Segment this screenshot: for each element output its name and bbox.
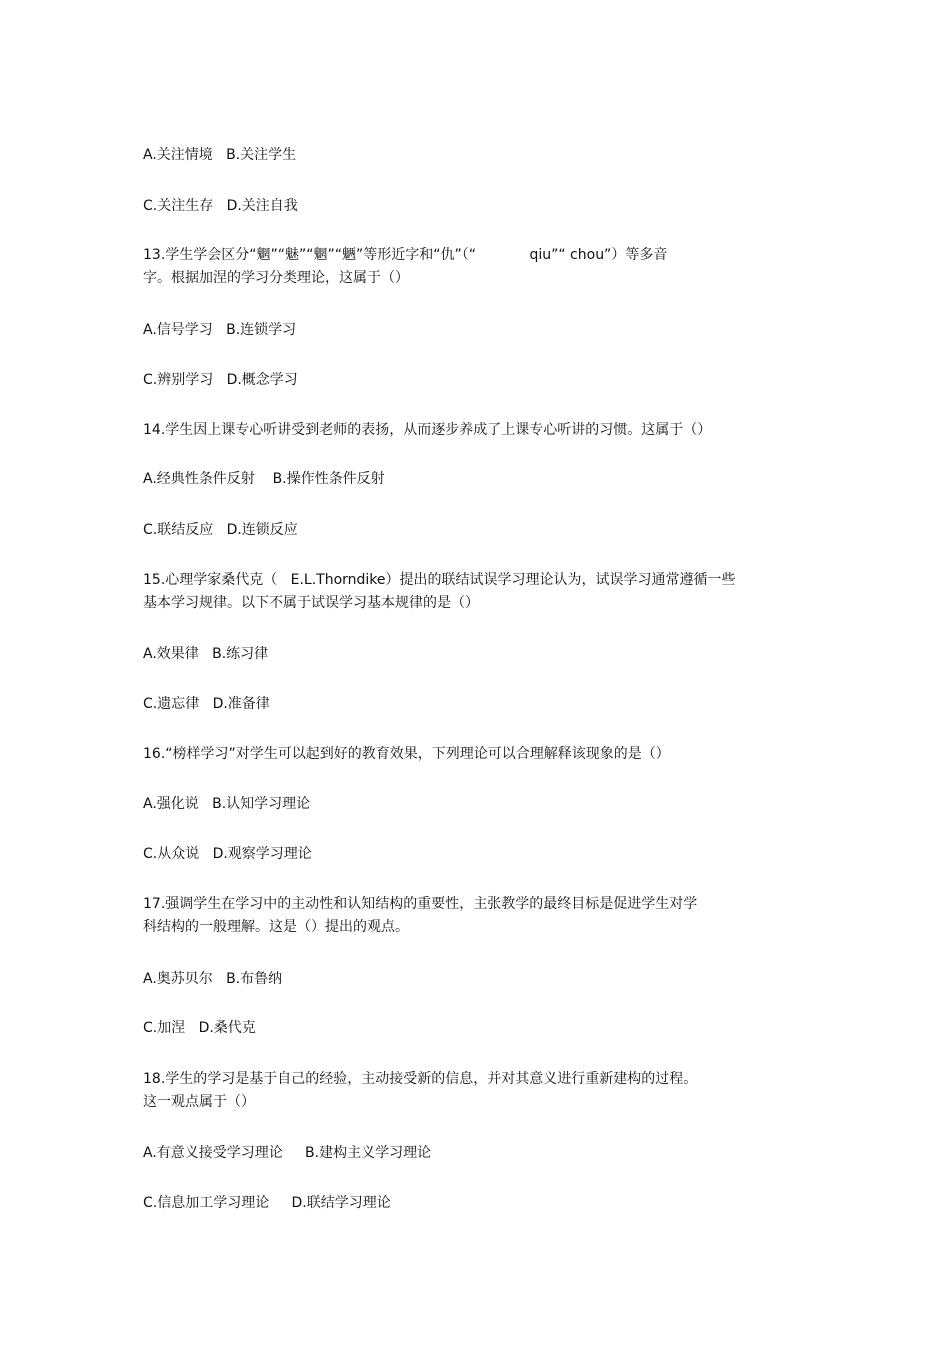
q13-options-cd: C.辨别学习 D.概念学习 xyxy=(143,372,298,388)
q13-stem-line2: 字。根据加涅的学习分类理论，这属于（） xyxy=(143,270,409,286)
q12-options-ab: A.关注情境 B.关注学生 xyxy=(143,147,297,163)
q16-options-ab: A.强化说 B.认知学习理论 xyxy=(143,796,311,812)
q13-options-ab: A.信号学习 B.连锁学习 xyxy=(143,322,297,338)
q14-stem: 14.学生因上课专心听讲受到老师的表扬，从而逐步养成了上课专心听讲的习惯。这属于（） xyxy=(143,422,712,438)
q13-stem-line1: 13.学生学会区分“魍”“魅”“魍”“魉”等形近字和“仇”（“ qiu”“ chou”）等多音 xyxy=(143,247,668,263)
q14-options-ab: A.经典性条件反射 B.操作性条件反射 xyxy=(143,471,385,487)
q18-options-ab: A.有意义接受学习理论 B.建构主义学习理论 xyxy=(143,1145,432,1161)
q15-options-ab: A.效果律 B.练习律 xyxy=(143,646,269,662)
q12-options-cd: C.关注生存 D.关注自我 xyxy=(143,198,298,214)
q16-options-cd: C.从众说 D.观察学习理论 xyxy=(143,846,312,862)
q15-options-cd: C.遗忘律 D.准备律 xyxy=(143,696,270,712)
q17-options-cd: C.加涅 D.桑代克 xyxy=(143,1020,256,1036)
q15-stem-line2: 基本学习规律。以下不属于试误学习基本规律的是（） xyxy=(143,595,479,611)
q18-stem-line2: 这一观点属于（） xyxy=(143,1094,255,1110)
q18-options-cd: C.信息加工学习理论 D.联结学习理论 xyxy=(143,1195,391,1211)
q14-options-cd: C.联结反应 D.连锁反应 xyxy=(143,522,298,538)
q15-stem-line1: 15.心理学家桑代克（ E.L.Thorndike）提出的联结试误学习理论认为，试误学习通常遵循一些 xyxy=(143,572,736,588)
q16-stem: 16.“榜样学习”对学生可以起到好的教育效果，下列理论可以合理解释该现象的是（） xyxy=(143,746,670,762)
q17-stem-line1: 17.强调学生在学习中的主动性和认知结构的重要性，主张教学的最终目标是促进学生对学 xyxy=(143,896,698,912)
q17-options-ab: A.奥苏贝尔 B.布鲁纳 xyxy=(143,971,283,987)
q18-stem-line1: 18.学生的学习是基于自己的经验，主动接受新的信息，并对其意义进行重新建构的过程。 xyxy=(143,1071,698,1087)
q17-stem-line2: 科结构的一般理解。这是（）提出的观点。 xyxy=(143,919,409,935)
